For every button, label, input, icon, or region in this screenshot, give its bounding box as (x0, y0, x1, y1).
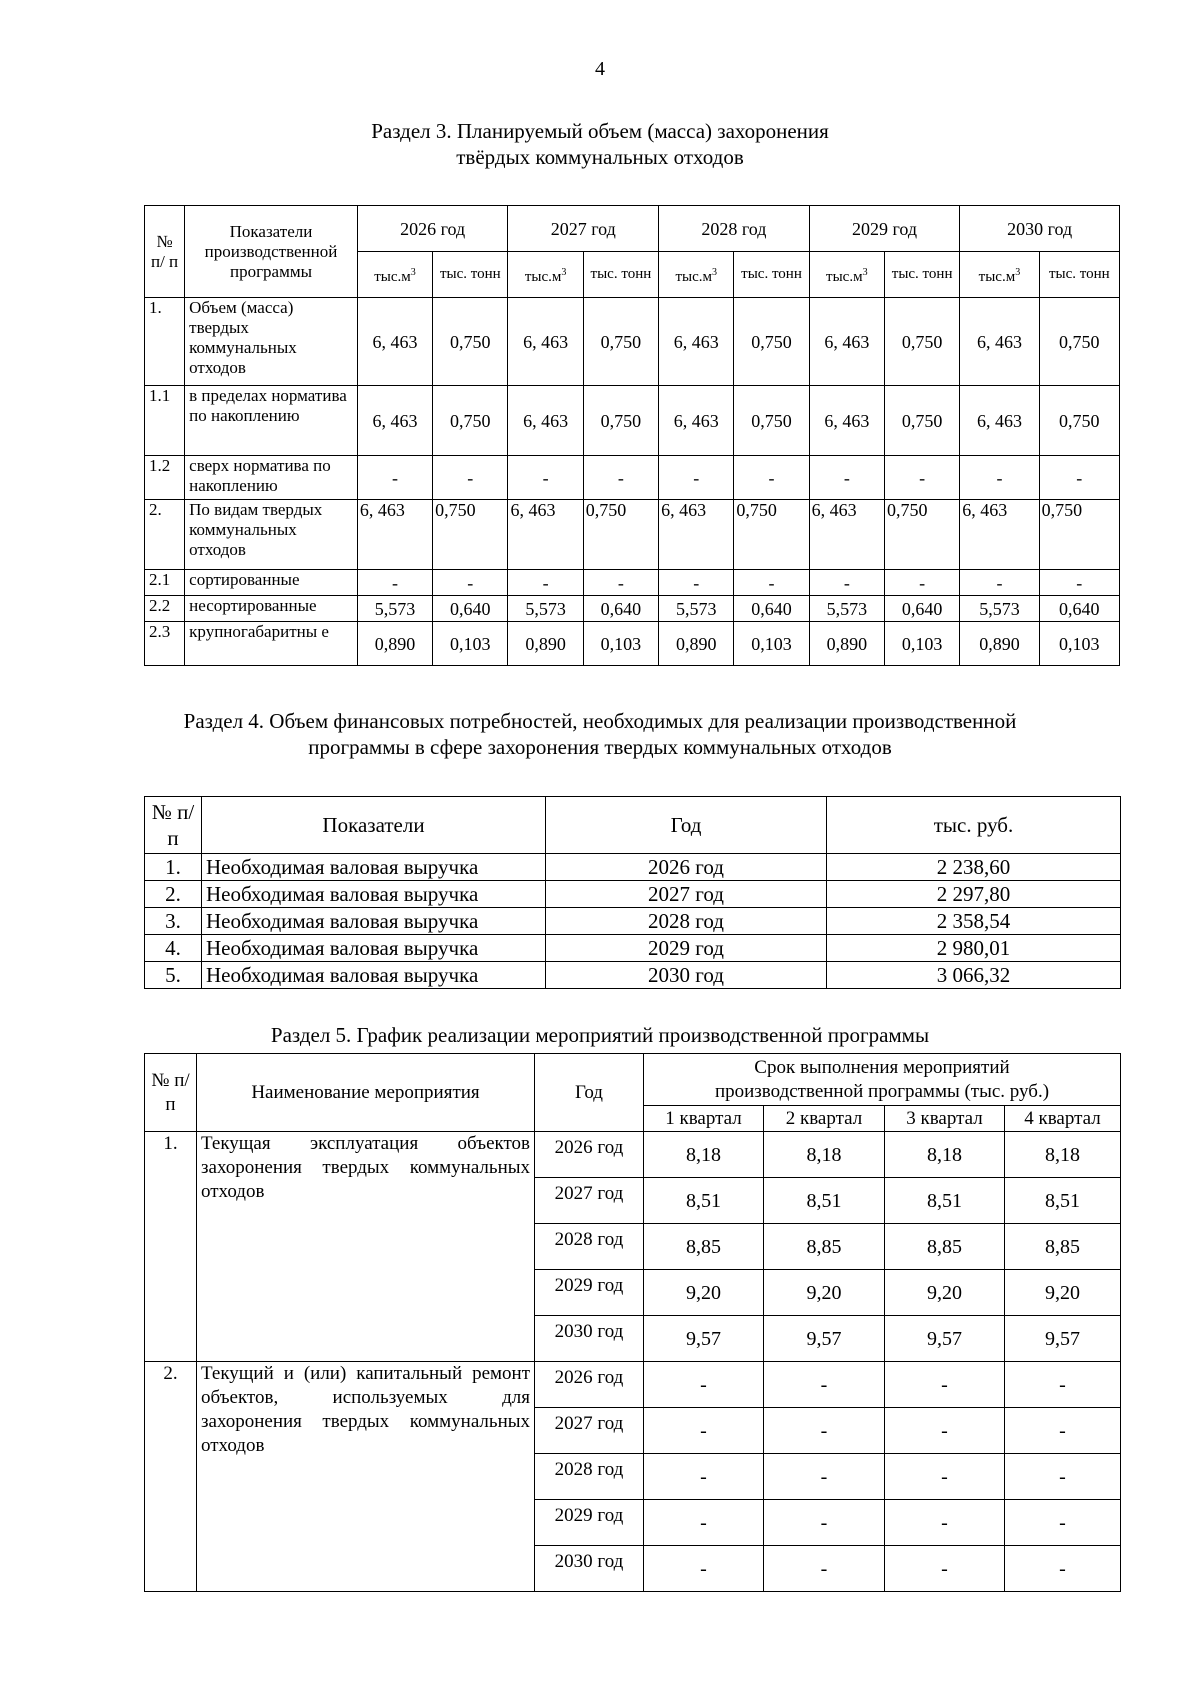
unit-m3: $тыс.м^3$ (357, 252, 432, 298)
header-period-line1: Срок выполнения мероприятий (754, 1056, 1010, 1078)
row-value: 0,890 (508, 622, 583, 666)
row-value: 0,640 (1039, 596, 1119, 622)
row-value: 9,20 (885, 1270, 1005, 1316)
row-value: 6, 463 (357, 386, 432, 456)
row-year: 2030 год (535, 1546, 644, 1592)
row-value: 6, 463 (508, 500, 583, 570)
row-value: 8,18 (885, 1132, 1005, 1178)
row-value: - (1005, 1500, 1121, 1546)
row-value: 0,890 (659, 622, 734, 666)
section3-title (0, 118, 1200, 170)
row-num: 2. (145, 500, 185, 570)
row-indicator: Необходимая валовая выручка (202, 962, 546, 989)
header-sum: тыс. руб. (827, 797, 1121, 854)
row-value: - (1039, 456, 1119, 500)
row-value: 5,573 (659, 596, 734, 622)
row-value: 0,750 (884, 298, 959, 386)
header-period (644, 1054, 1121, 1106)
row-value: 6, 463 (809, 386, 884, 456)
section5-title: Раздел 5. График реализации мероприятий производственной программы (270, 1023, 930, 1047)
row-value: - (734, 456, 809, 500)
header-indicator: Показатели производственной программы (185, 206, 358, 298)
row-value: 6, 463 (357, 298, 432, 386)
row-value: 0,750 (1039, 386, 1119, 456)
header-year: Год (535, 1054, 644, 1132)
row-year: 2029 год (535, 1270, 644, 1316)
row-value: - (885, 1454, 1005, 1500)
row-value: - (644, 1546, 764, 1592)
row-value: - (885, 1362, 1005, 1408)
row-sum: 3 066,32 (827, 962, 1121, 989)
row-indicator: Необходимая валовая выручка (202, 881, 546, 908)
row-value: - (357, 570, 432, 596)
section5-table-body (145, 1132, 1121, 1592)
row-indicator: Необходимая валовая выручка (202, 854, 546, 881)
row-year: 2027 год (535, 1178, 644, 1224)
row-value: 8,85 (764, 1224, 885, 1270)
row-year: 2026 год (535, 1362, 644, 1408)
table-row (145, 386, 1120, 456)
row-value: 6, 463 (960, 500, 1039, 570)
row-value: 9,20 (644, 1270, 764, 1316)
row-value: - (583, 456, 658, 500)
row-value: 5,573 (357, 596, 432, 622)
row-value: 6, 463 (508, 386, 583, 456)
row-value: 9,20 (1005, 1270, 1121, 1316)
row-value: - (644, 1500, 764, 1546)
row-value: 9,57 (1005, 1316, 1121, 1362)
section3-title-line1: Раздел 3. Планируемый объем (масса) захоронения (371, 119, 829, 143)
row-value: 8,51 (1005, 1178, 1121, 1224)
unit-m3: $тыс.м^3$ (960, 252, 1039, 298)
row-value: 6, 463 (659, 386, 734, 456)
row-value: 0,750 (884, 386, 959, 456)
row-value: 6, 463 (809, 500, 884, 570)
section3-title-line2: твёрдых коммунальных отходов (456, 145, 744, 169)
row-value: 0,750 (433, 500, 508, 570)
row-value: - (809, 456, 884, 500)
unit-tonn: тыс. тонн (734, 252, 809, 298)
table-row (145, 908, 1121, 935)
row-value: 0,750 (734, 298, 809, 386)
row-value: 9,57 (764, 1316, 885, 1362)
header-num: № п/п (145, 797, 202, 854)
row-value: 0,103 (433, 622, 508, 666)
row-indicator: Необходимая валовая выручка (202, 935, 546, 962)
unit-tonn: тыс. тонн (433, 252, 508, 298)
table-row (145, 935, 1121, 962)
table-header-row (145, 1054, 1121, 1106)
unit-m3: $тыс.м^3$ (809, 252, 884, 298)
row-num: 2. (145, 881, 202, 908)
row-value: - (764, 1454, 885, 1500)
row-value: 5,573 (809, 596, 884, 622)
row-value: - (885, 1408, 1005, 1454)
row-year: 2030 год (535, 1316, 644, 1362)
row-value: - (960, 456, 1039, 500)
row-sum: 2 980,01 (827, 935, 1121, 962)
table-row (145, 1362, 1121, 1408)
unit-m3: $тыс.м^3$ (659, 252, 734, 298)
row-num: 3. (145, 908, 202, 935)
row-value: - (1005, 1408, 1121, 1454)
header-year: 2026 год (357, 206, 508, 252)
row-value: 0,750 (433, 298, 508, 386)
section3-table-body (145, 298, 1120, 666)
row-value: 0,640 (433, 596, 508, 622)
row-value: 0,640 (884, 596, 959, 622)
row-value: 6, 463 (960, 386, 1039, 456)
row-value: - (734, 570, 809, 596)
row-value: 0,750 (734, 386, 809, 456)
table-row (145, 500, 1120, 570)
row-value: 0,750 (583, 386, 658, 456)
row-value: 0,640 (734, 596, 809, 622)
row-year: 2027 год (535, 1408, 644, 1454)
header-year: 2027 год (508, 206, 659, 252)
row-value: 0,890 (357, 622, 432, 666)
table-row (145, 854, 1121, 881)
row-num: 2.3 (145, 622, 185, 666)
row-value: 6, 463 (659, 298, 734, 386)
row-indicator: Необходимая валовая выручка (202, 908, 546, 935)
row-value: 5,573 (508, 596, 583, 622)
row-value: - (1005, 1454, 1121, 1500)
row-value: 0,750 (583, 298, 658, 386)
row-value: - (764, 1500, 885, 1546)
row-num: 5. (145, 962, 202, 989)
row-value: 6, 463 (659, 500, 734, 570)
unit-tonn: тыс. тонн (583, 252, 658, 298)
row-value: 6, 463 (960, 298, 1039, 386)
header-year: 2029 год (809, 206, 960, 252)
header-quarter: 1 квартал (644, 1106, 764, 1132)
row-year: 2026 год (546, 854, 827, 881)
section5-table (144, 1053, 1121, 1592)
row-value: 0,103 (734, 622, 809, 666)
row-year: 2029 год (535, 1500, 644, 1546)
row-value: - (583, 570, 658, 596)
row-value: 0,750 (1039, 500, 1119, 570)
row-value: 8,85 (644, 1224, 764, 1270)
row-value: - (1005, 1362, 1121, 1408)
row-value: 8,51 (885, 1178, 1005, 1224)
row-year: 2028 год (535, 1224, 644, 1270)
row-num: 1.1 (145, 386, 185, 456)
row-value: 8,51 (764, 1178, 885, 1224)
section3-table (144, 205, 1120, 666)
row-value: 0,750 (1039, 298, 1119, 386)
header-year: 2030 год (960, 206, 1120, 252)
row-value: - (885, 1546, 1005, 1592)
header-quarter: 2 квартал (764, 1106, 885, 1132)
section4-title-line1: Раздел 4. Объем финансовых потребностей, необходимых для реализации производственной (183, 709, 1017, 733)
table-row (145, 456, 1120, 500)
row-num: 2.1 (145, 570, 185, 596)
row-indicator: в пределах норматива по накоплению (185, 386, 358, 456)
row-value: 5,573 (960, 596, 1039, 622)
section4-title (0, 708, 1200, 760)
row-value: 6, 463 (809, 298, 884, 386)
row-value: 6, 463 (357, 500, 432, 570)
row-value: 0,890 (960, 622, 1039, 666)
row-num: 1. (145, 1132, 197, 1362)
row-value: - (508, 456, 583, 500)
row-value: 0,640 (583, 596, 658, 622)
row-value: - (884, 456, 959, 500)
row-indicator: сортированные (185, 570, 358, 596)
row-value: 8,18 (644, 1132, 764, 1178)
row-value: 0,103 (884, 622, 959, 666)
table-row (145, 596, 1120, 622)
table-row (145, 881, 1121, 908)
row-year: 2029 год (546, 935, 827, 962)
row-sum: 2 238,60 (827, 854, 1121, 881)
row-num: 2. (145, 1362, 197, 1592)
row-indicator: По видам твердых коммунальных отходов (185, 500, 358, 570)
row-value: - (508, 570, 583, 596)
row-indicator: крупногабаритны е (185, 622, 358, 666)
unit-m3: $тыс.м^3$ (508, 252, 583, 298)
row-value: - (644, 1362, 764, 1408)
section4-title-line2: программы в сфере захоронения твердых коммунальных отходов (308, 735, 892, 759)
row-year: 2028 год (546, 908, 827, 935)
row-value: 8,51 (644, 1178, 764, 1224)
row-value: 9,57 (885, 1316, 1005, 1362)
row-year: 2028 год (535, 1454, 644, 1500)
row-value: - (764, 1362, 885, 1408)
header-quarter: 3 квартал (885, 1106, 1005, 1132)
row-value: - (433, 456, 508, 500)
row-value: 0,890 (809, 622, 884, 666)
header-year: 2028 год (659, 206, 810, 252)
row-value: - (1005, 1546, 1121, 1592)
row-value: - (764, 1546, 885, 1592)
header-event: Наименование мероприятия (197, 1054, 535, 1132)
row-sum: 2 297,80 (827, 881, 1121, 908)
row-value: - (644, 1408, 764, 1454)
row-year: 2026 год (535, 1132, 644, 1178)
row-value: 6, 463 (508, 298, 583, 386)
row-value: - (885, 1500, 1005, 1546)
header-num: № п/п (145, 1054, 197, 1132)
row-value: - (884, 570, 959, 596)
header-year: Год (546, 797, 827, 854)
header-num: № п/ п (145, 206, 185, 298)
row-value: 9,20 (764, 1270, 885, 1316)
page-number: 4 (595, 58, 605, 80)
unit-tonn: тыс. тонн (1039, 252, 1119, 298)
row-num: 4. (145, 935, 202, 962)
row-year: 2027 год (546, 881, 827, 908)
row-value: - (809, 570, 884, 596)
table-row (145, 622, 1120, 666)
row-value: 8,85 (1005, 1224, 1121, 1270)
row-year: 2030 год (546, 962, 827, 989)
table-header-row (145, 206, 1120, 252)
row-indicator: Объем (масса) твердых коммунальных отходов (185, 298, 358, 386)
row-value: - (644, 1454, 764, 1500)
row-value: 0,103 (583, 622, 658, 666)
row-value: 8,85 (885, 1224, 1005, 1270)
table-row (145, 570, 1120, 596)
header-quarter: 4 квартал (1005, 1106, 1121, 1132)
row-value: - (659, 456, 734, 500)
row-num: 1.2 (145, 456, 185, 500)
table-row (145, 298, 1120, 386)
row-event-name: Текущий и (или) капитальный ремонт объектов, используемых для захоронения твердых коммунальных отходов (197, 1362, 535, 1592)
header-period-line2: производственной программы (тыс. руб.) (714, 1080, 1050, 1102)
table-row (145, 962, 1121, 989)
header-indicator: Показатели (202, 797, 546, 854)
unit-tonn: тыс. тонн (884, 252, 959, 298)
row-value: 8,18 (1005, 1132, 1121, 1178)
row-value: 9,57 (644, 1316, 764, 1362)
row-value: 0,750 (583, 500, 658, 570)
table-header-row (145, 797, 1121, 854)
table-row (145, 1132, 1121, 1178)
row-value: 0,750 (734, 500, 809, 570)
row-value: - (764, 1408, 885, 1454)
row-indicator: сверх норматива по накоплению (185, 456, 358, 500)
row-value: - (1039, 570, 1119, 596)
section4-table (144, 796, 1121, 989)
row-value: - (357, 456, 432, 500)
row-value: - (433, 570, 508, 596)
row-num: 1. (145, 854, 202, 881)
row-value: 8,18 (764, 1132, 885, 1178)
section4-table-body (145, 854, 1121, 989)
row-value: 0,103 (1039, 622, 1119, 666)
row-event-name: Текущая эксплуатация объектов захоронения твердых коммунальных отходов (197, 1132, 535, 1362)
row-value: 0,750 (433, 386, 508, 456)
row-value: - (659, 570, 734, 596)
row-value: - (960, 570, 1039, 596)
row-num: 1. (145, 298, 185, 386)
row-sum: 2 358,54 (827, 908, 1121, 935)
row-indicator: несортированные (185, 596, 358, 622)
row-num: 2.2 (145, 596, 185, 622)
row-value: 0,750 (884, 500, 959, 570)
